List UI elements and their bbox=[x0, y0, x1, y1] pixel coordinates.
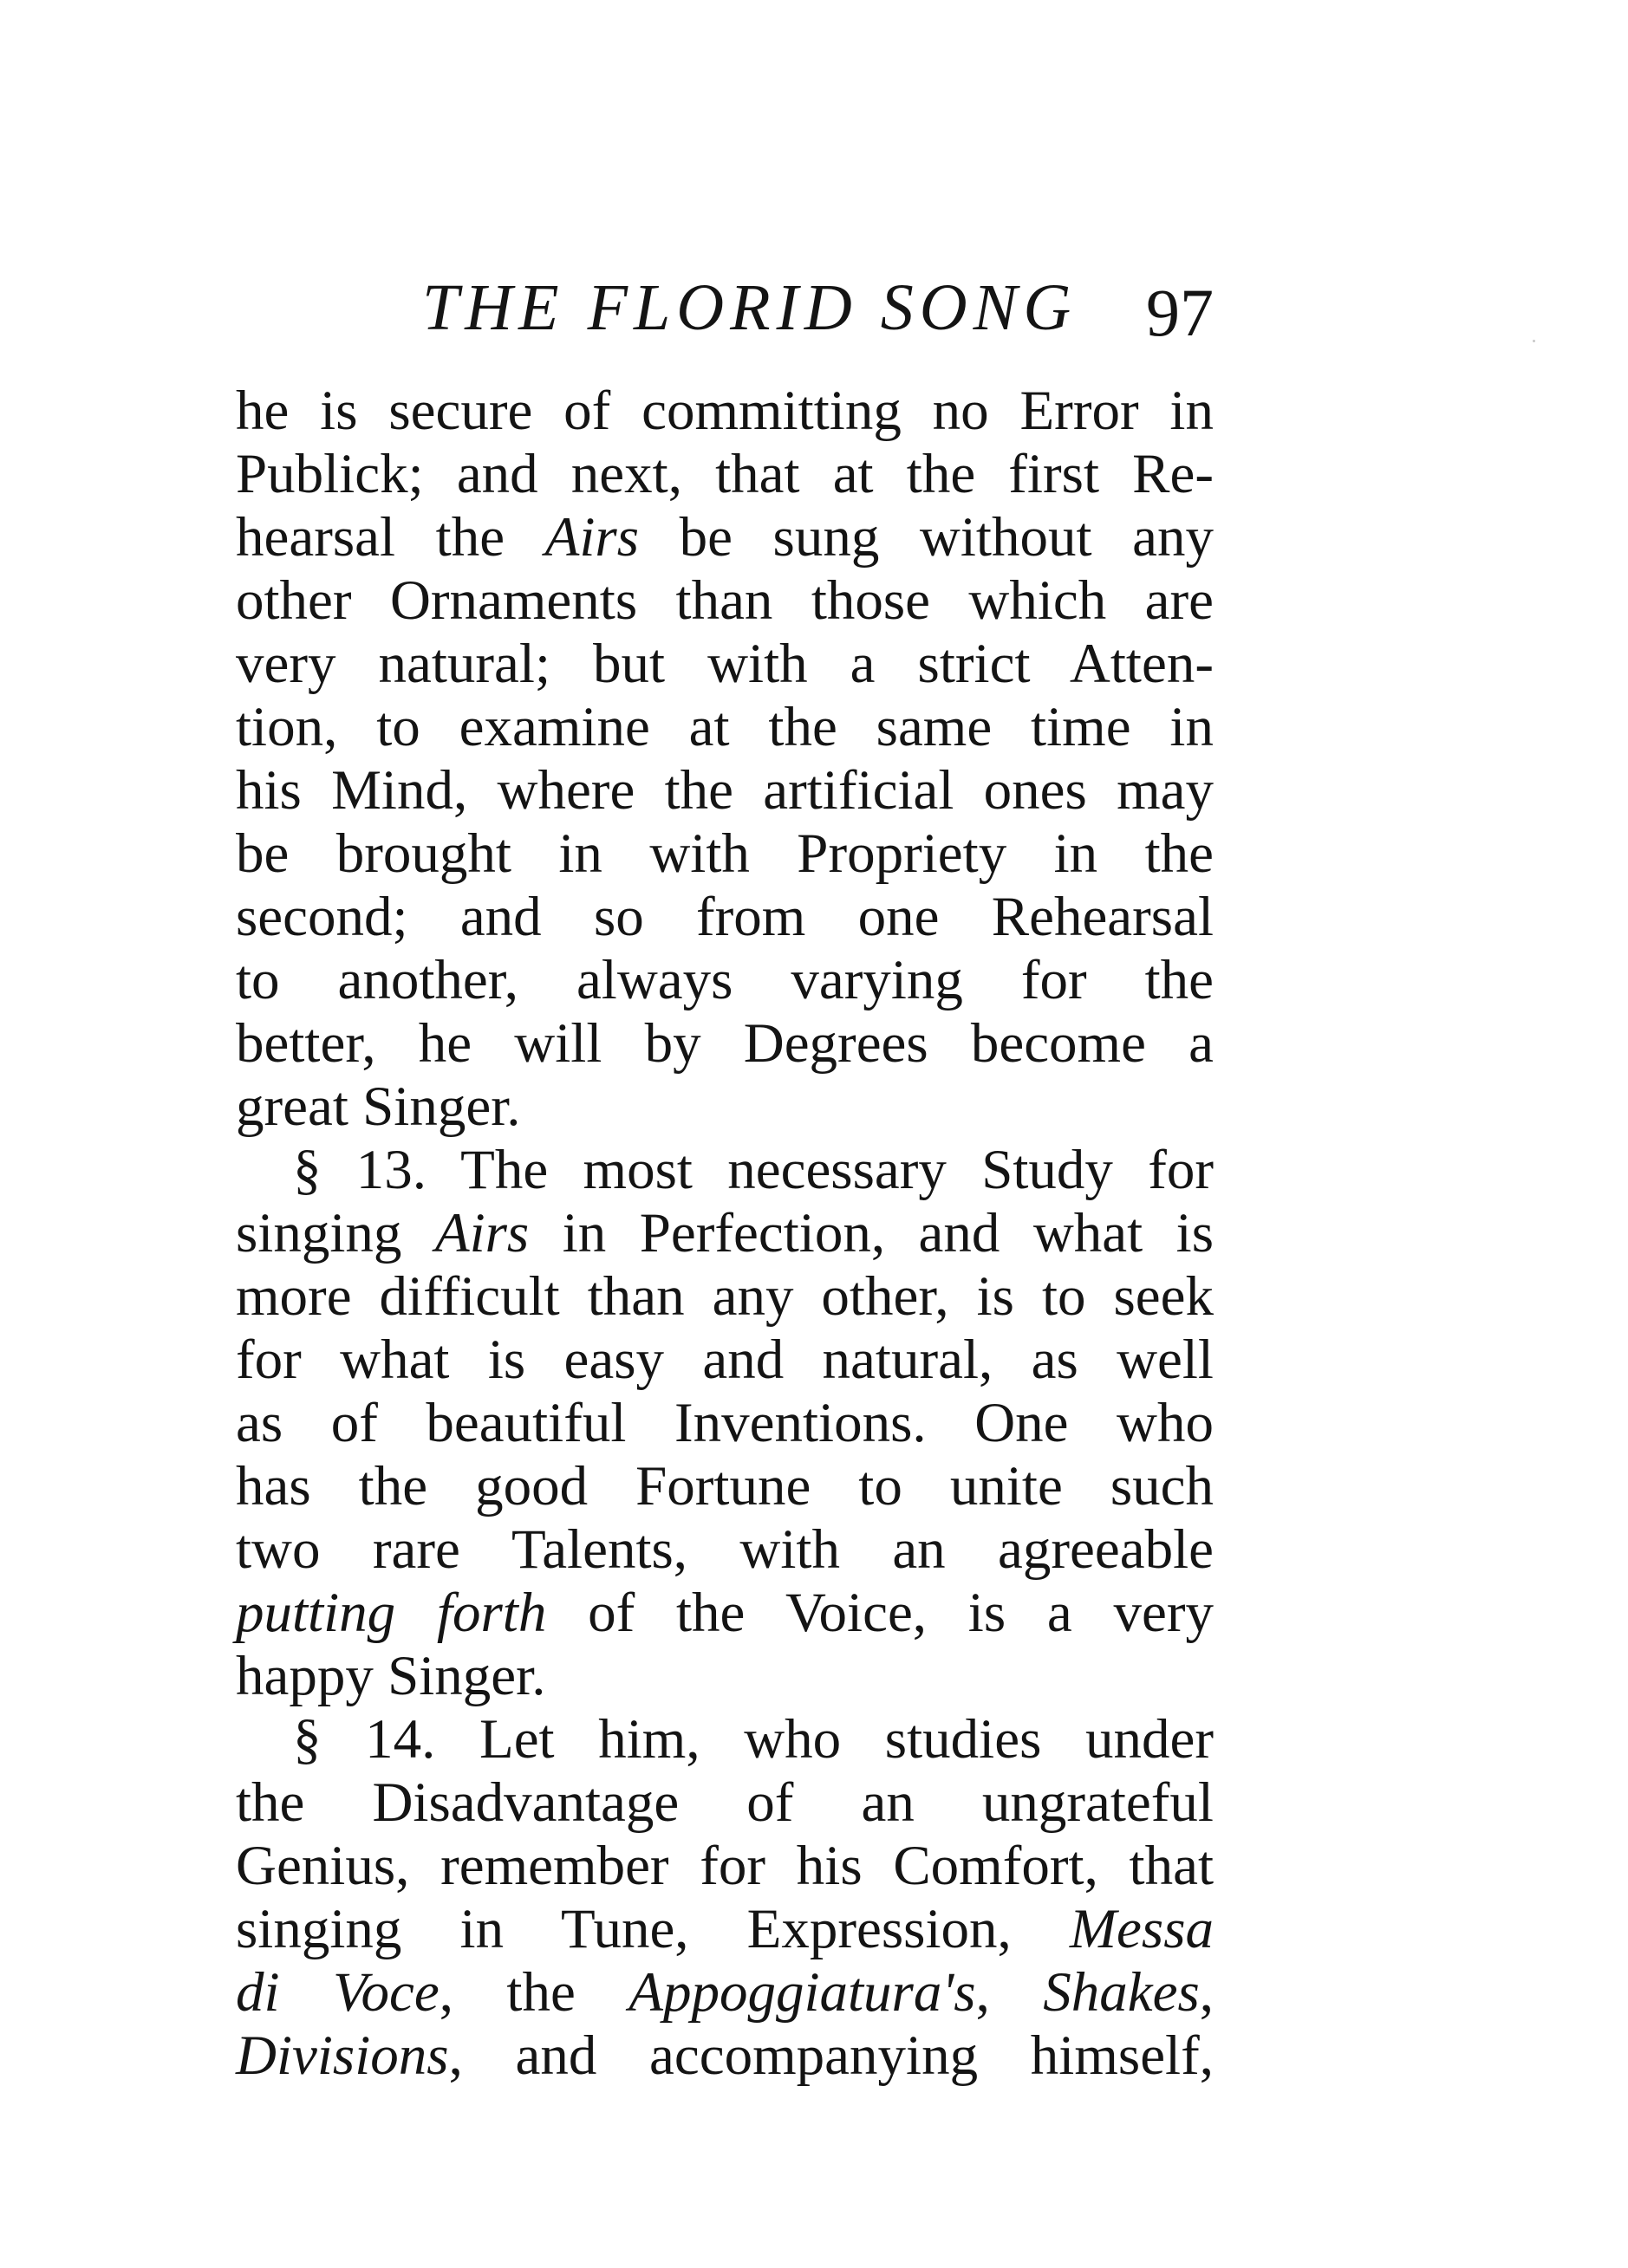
text-line: as of beautiful Inventions. One who bbox=[236, 1392, 1214, 1454]
text-line: great Singer. bbox=[236, 1076, 521, 1138]
section-14-start: § 14. Let him, who studies under bbox=[293, 1708, 1214, 1771]
text-line: better, he will by Degrees become a bbox=[236, 1012, 1214, 1075]
text-line: singing in Tune, Expression, Messa bbox=[236, 1898, 1214, 1960]
text-line: very natural; but with a strict Atten- bbox=[236, 633, 1214, 695]
italic-term: Airs bbox=[434, 1202, 530, 1264]
body-text bbox=[236, 380, 1214, 2088]
italic-term: Divisions bbox=[236, 2024, 449, 2087]
section-13-start: § 13. The most necessary Study for bbox=[293, 1139, 1214, 1201]
text-line: happy Singer. bbox=[236, 1645, 546, 1707]
page-number: 97 bbox=[1146, 275, 1214, 350]
italic-term: Shakes bbox=[1043, 1961, 1200, 2024]
text-line: the Disadvantage of an ungrateful bbox=[236, 1771, 1214, 1834]
italic-term: putting forth bbox=[236, 1582, 547, 1644]
text-line: di Voce, the Appoggiatura's, Shakes, bbox=[236, 1961, 1214, 2024]
text-line: hearsal the Airs be sung without any bbox=[236, 506, 1214, 569]
text-line: second; and so from one Rehearsal bbox=[236, 886, 1214, 948]
text-line: his Mind, where the artificial ones may bbox=[236, 759, 1214, 822]
italic-term: Appoggiatura's bbox=[628, 1961, 976, 2024]
text-line: other Ornaments than those which are bbox=[236, 569, 1214, 632]
text-line: tion, to examine at the same time in bbox=[236, 696, 1214, 758]
text-line: Publick; and next, that at the first Re- bbox=[236, 443, 1214, 505]
italic-term: Airs bbox=[544, 506, 640, 569]
text-line: Divisions, and accompanying himself, bbox=[236, 2024, 1214, 2087]
text-line: two rare Talents, with an agreeable bbox=[236, 1518, 1214, 1581]
italic-term: Messa bbox=[1069, 1898, 1214, 1960]
text-line: more difficult than any other, is to seek bbox=[236, 1265, 1214, 1328]
page-header bbox=[236, 260, 1214, 355]
italic-term: di Voce bbox=[236, 1961, 440, 2024]
text-line: has the good Fortune to unite such bbox=[236, 1455, 1214, 1517]
text-line: singing Airs in Perfection, and what is bbox=[236, 1202, 1214, 1264]
text-line: putting forth of the Voice, is a very bbox=[236, 1582, 1214, 1644]
text-line: be brought in with Propriety in the bbox=[236, 822, 1214, 885]
text-line: Genius, remember for his Comfort, that bbox=[236, 1835, 1214, 1897]
paper-speck bbox=[1533, 340, 1535, 342]
text-line: to another, always varying for the bbox=[236, 949, 1214, 1011]
text-line: he is secure of committing no Error in bbox=[236, 380, 1214, 442]
running-title: THE FLORID SONG bbox=[422, 271, 1078, 344]
text-line: for what is easy and natural, as well bbox=[236, 1329, 1214, 1391]
